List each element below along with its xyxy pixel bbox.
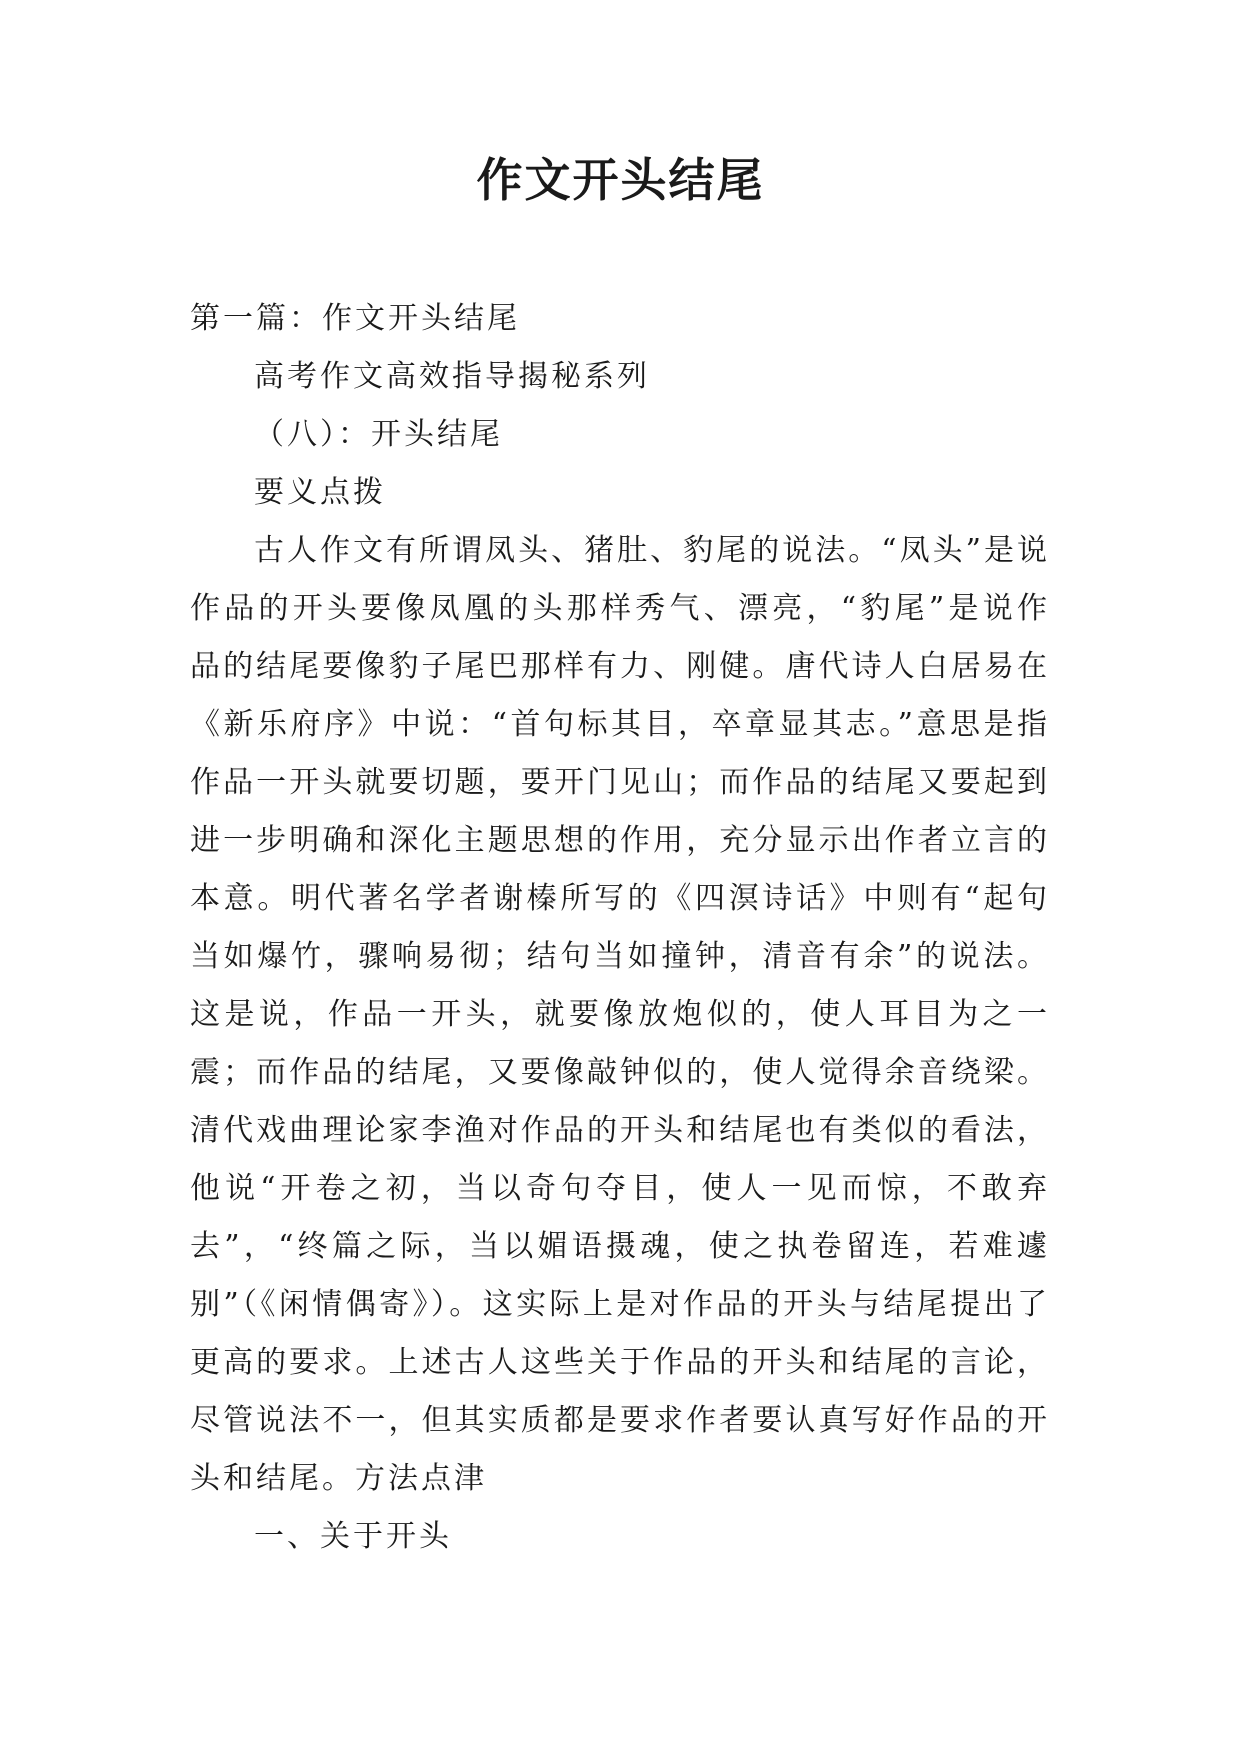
body-paragraph: 古人作文有所谓凤头、猪肚、豹尾的说法。“凤头”是说作品的开头要像凤凰的头那样秀气、漂亮，“豹尾”是说作品的结尾要像豹子尾巴那样有力、刚健。唐代诗人白居易在《新乐府序》中说：“首句标其目，卒章显其志。”意思是指作品一开头就要切题，要开门见山；而作品的结尾又要起到进一步明确和深化主题思想的作用，充分显示出作者立言的本意。明代著名学者谢榛所写的《四溟诗话》中则有“起句当如爆竹，骤响易彻；结句当如撞钟，清音有余”的说法。这是说，作品一开头，就要像放炮似的，使人耳目为之一震；而作品的结尾，又要像敲钟似的，使人觉得余音绕梁。清代戏曲理论家李渔对作品的开头和结尾也有类似的看法，他说“开卷之初，当以奇句夺目，使人一见而惊，不敢弃去”，“终篇之际，当以媚语摄魂，使之执卷留连，若难遽别”（《闲情偶寄》）。这实际上是对作品的开头与结尾提出了更高的要求。上述古人这些关于作品的开头和结尾的言论，尽管说法不一，但其实质都是要求作者要认真写好作品的开头和结尾。方法点津	[190, 533, 1050, 1496]
document-title: 作文开头结尾	[476, 153, 765, 207]
chapter-heading: 第一篇：作文开头结尾	[190, 301, 520, 336]
document-body	[190, 290, 1050, 1566]
series-title: 高考作文高效指导揭秘系列	[254, 359, 650, 394]
section-subtitle: （八）：开头结尾	[254, 417, 503, 452]
section-heading-key-points: 要义点拨	[254, 475, 386, 510]
section-heading-opening: 一、关于开头	[254, 1519, 452, 1554]
